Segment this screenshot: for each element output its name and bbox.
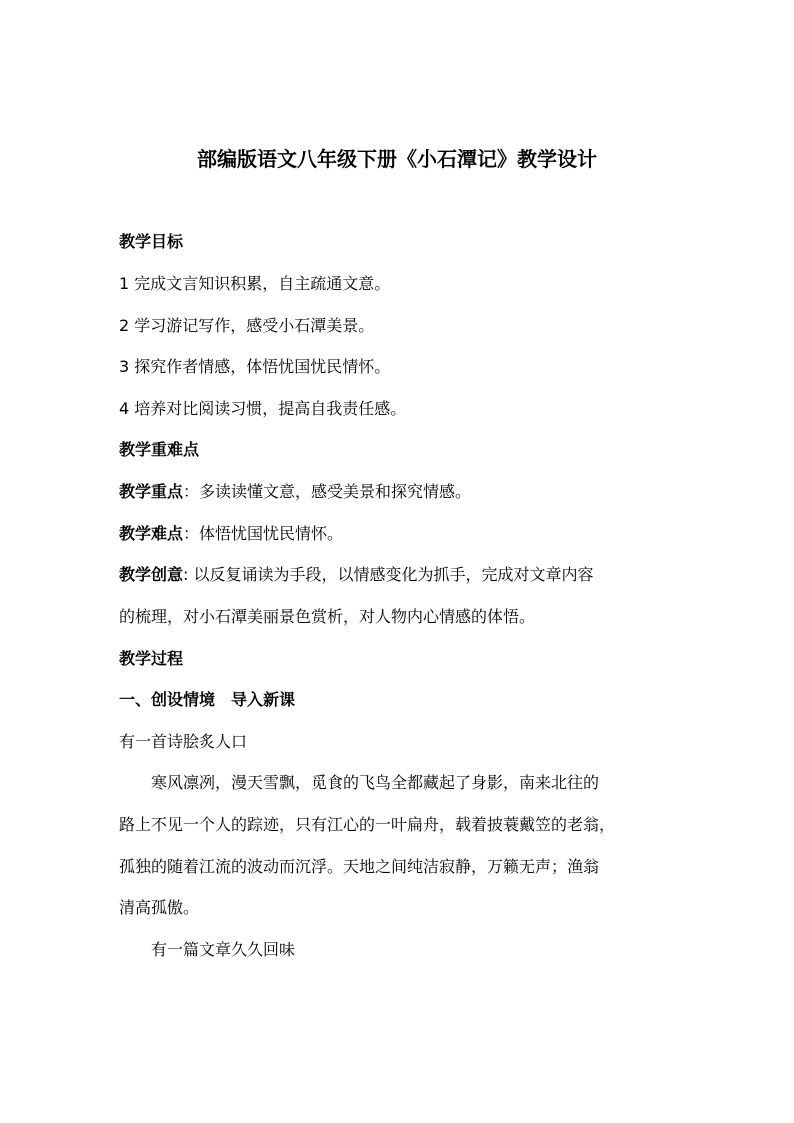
objective-item-4: 4 培养对比阅读习惯，提高自我责任感。 [119,399,407,418]
paragraph-line-4: 清高孤傲。 [119,898,200,917]
teaching-focus-label: 教学重点 [119,482,184,501]
teaching-creative-text-2: 的梳理，对小石潭美丽景色赏析，对人物内心情感的体悟。 [119,607,536,626]
document-title: 部编版语文八年级下册《小石潭记》教学设计 [197,147,597,171]
teaching-creative-text-1: : 以反复诵读为手段，以情感变化为抓手，完成对文章内容 [183,565,594,584]
paragraph-line-3: 孤独的随着江流的波动而沉浮。天地之间纯洁寂静，万籁无声；渔翁 [119,857,600,876]
process-heading: 教学过程 [119,649,184,668]
closing-line: 有一篇文章久久回味 [151,940,296,959]
paragraph-line-2: 路上不见一个人的踪迹，只有江心的一叶扁舟，载着披蓑戴笠的老翁， [119,815,616,834]
teaching-focus-text: ：多读读懂文意，感受美景和探究情感。 [183,482,472,501]
key-points-heading: 教学重难点 [119,440,200,459]
teaching-focus [119,481,679,503]
paragraph-line-1: 寒风凛冽，漫天雪飘，觅食的飞鸟全都藏起了身影，南来北往的 [151,773,600,792]
teaching-difficulty-text: ：体悟忧国忧民情怀。 [183,524,344,543]
teaching-difficulty-label: 教学难点 [119,524,184,543]
teaching-creative-label: 教学创意 [119,565,184,584]
section1-heading: 一、创设情境 导入新课 [119,690,296,709]
objective-item-1: 1 完成文言知识积累，自主疏通文意。 [119,274,391,293]
intro-line: 有一首诗脍炙人口 [119,732,248,751]
objectives-heading: 教学目标 [119,232,184,251]
objective-item-3: 3 探究作者情感，体悟忧国忧民情怀。 [119,357,391,376]
teaching-creative [119,564,679,586]
teaching-difficulty [119,523,679,545]
objective-item-2: 2 学习游记写作，感受小石潭美景。 [119,316,375,335]
